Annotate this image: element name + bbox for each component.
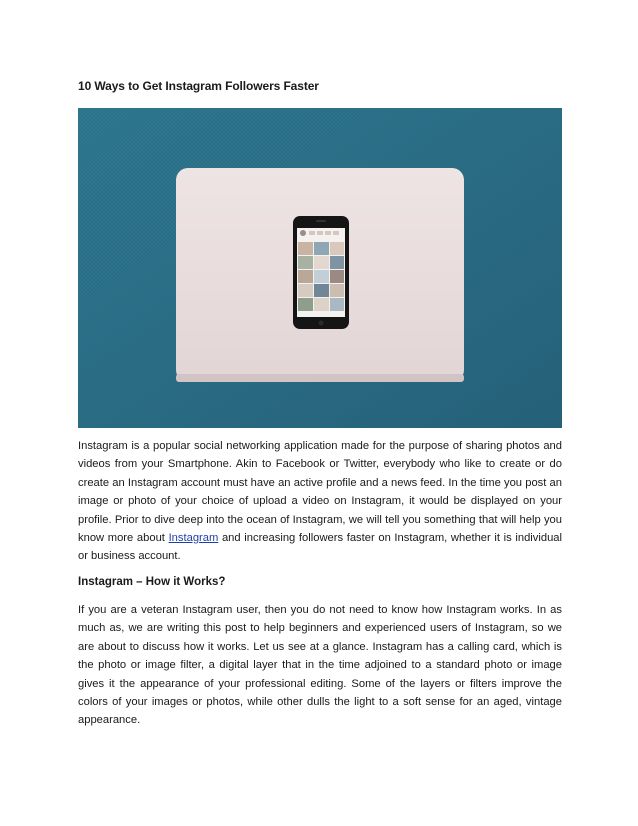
section-heading: Instagram – How it Works? <box>78 576 226 588</box>
intro-paragraph <box>78 437 562 566</box>
hero-image <box>78 108 562 428</box>
intro-text-start: Instagram is a popular social networking application made for the purpose of sharing photos and videos from your Smartphone. Akin to Facebook or Twitter, everybody who like to create or do create an Instagram account must have an active profile and a news feed. In the time you post an image or photo of your choice of upload a video on Instagram, it would be displayed on your profile. Prior to dive deep into the ocean of Instagram, we will tell you something that will help you know more about <box>78 440 562 545</box>
hero-illustration <box>78 108 562 428</box>
instagram-link[interactable]: Instagram <box>168 532 219 545</box>
intro-text-end: and increasing followers faster on Instagram, whether it is individual or business account. <box>78 532 563 563</box>
section-paragraph: If you are a veteran Instagram user, then you do not need to know how Instagram works. In as much as, we are writing this post to help beginners and experienced users of Instagram, so we are about to discuss how it works. Let us see at a glance. Instagram has a calling card, which is the photo or image filter, a digital layer that in the time adjoined to a standard photo or image gives it the appearance of your professional editing. Some of the layers or filters improve the colors of your images or photos, while other dulls the light to a soft sense for an aged, vintage appearance. <box>78 604 562 727</box>
document-title: 10 Ways to Get Instagram Followers Faster <box>78 79 319 93</box>
smartphone <box>293 216 349 329</box>
